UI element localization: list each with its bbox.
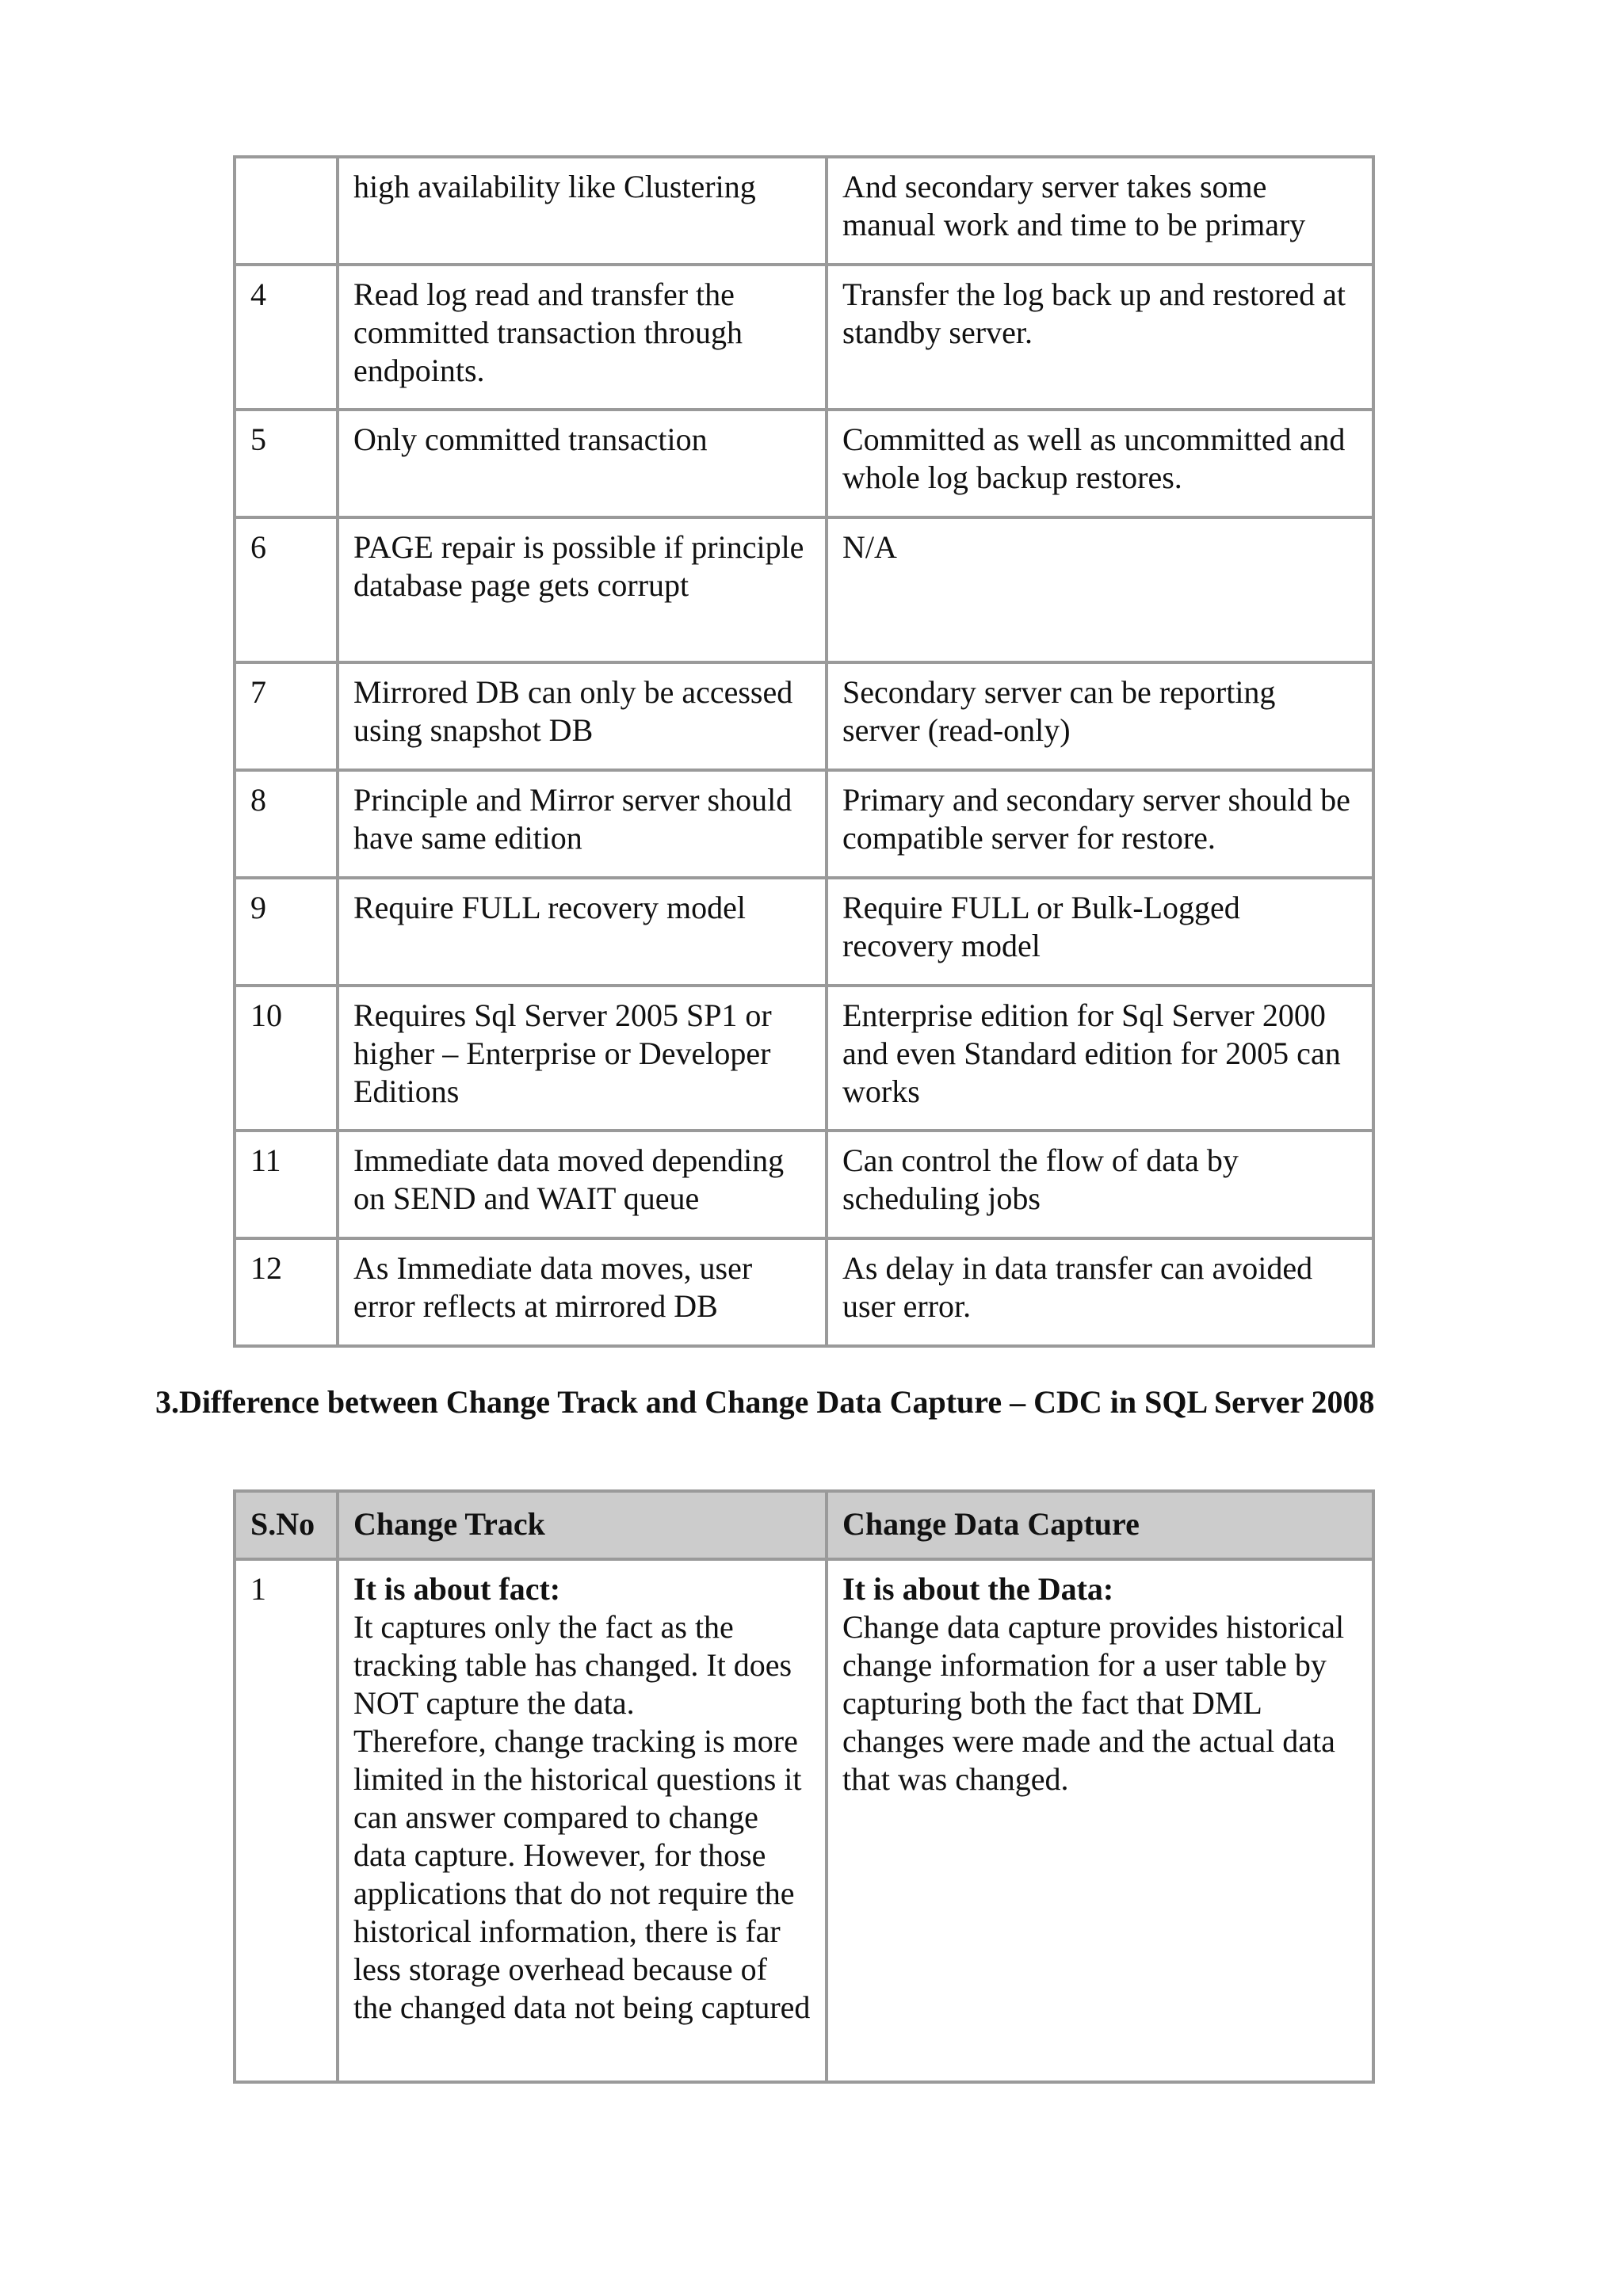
log-shipping-cell: Enterprise edition for Sql Server 2000 and even Standard edition for 2005 can works bbox=[827, 986, 1373, 1131]
table-header-row bbox=[235, 1491, 1373, 1559]
column-header-change-track: Change Track bbox=[338, 1491, 827, 1559]
mirroring-cell: Mirrored DB can only be accessed using snapshot DB bbox=[338, 662, 827, 770]
cdc-text: Change data capture provides historical change information for a user table by capturing both the fact that DML changes were made and the actual data that was changed. bbox=[842, 1609, 1345, 1797]
row-number: 1 bbox=[235, 1559, 338, 2082]
mirroring-cell: As Immediate data moves, user error reflects at mirrored DB bbox=[338, 1238, 827, 1346]
change-track-text-2: Therefore, change tracking is more limited in the historical questions it can answer compared to change data capture. However, for those applications that do not require the historical information, there is far less storage overhead because of the changed data not being captured bbox=[353, 1723, 811, 2025]
row-number bbox=[235, 157, 338, 265]
row-number: 4 bbox=[235, 265, 338, 410]
mirroring-cell: Only committed transaction bbox=[338, 410, 827, 517]
change-track-cell bbox=[338, 1559, 827, 2082]
mirroring-cell: Read log read and transfer the committed transaction through endpoints. bbox=[338, 265, 827, 410]
mirroring-cell: Requires Sql Server 2005 SP1 or higher – Enterprise or Developer Editions bbox=[338, 986, 827, 1131]
table-row bbox=[235, 1131, 1373, 1238]
row-number: 5 bbox=[235, 410, 338, 517]
mirroring-vs-logshipping-table bbox=[233, 155, 1375, 1348]
changetrack-vs-cdc-table bbox=[233, 1489, 1375, 2084]
section-heading: 3.Difference between Change Track and Change Data Capture – CDC in SQL Server 2008 bbox=[155, 1384, 1375, 1420]
table-row bbox=[235, 770, 1373, 878]
mirroring-cell: Principle and Mirror server should have same edition bbox=[338, 770, 827, 878]
mirroring-cell: Immediate data moved depending on SEND and WAIT queue bbox=[338, 1131, 827, 1238]
log-shipping-cell: As delay in data transfer can avoided user error. bbox=[827, 1238, 1373, 1346]
column-header-change-data-capture: Change Data Capture bbox=[827, 1491, 1373, 1559]
table-row bbox=[235, 1238, 1373, 1346]
row-number: 6 bbox=[235, 517, 338, 662]
row-number: 7 bbox=[235, 662, 338, 770]
row-number: 12 bbox=[235, 1238, 338, 1346]
column-header-sno: S.No bbox=[235, 1491, 338, 1559]
change-track-title: It is about fact: bbox=[353, 1571, 561, 1607]
log-shipping-cell: Committed as well as uncommitted and whole log backup restores. bbox=[827, 410, 1373, 517]
table-row bbox=[235, 517, 1373, 662]
mirroring-cell: PAGE repair is possible if principle database page gets corrupt bbox=[338, 517, 827, 662]
row-number: 11 bbox=[235, 1131, 338, 1238]
table-row bbox=[235, 265, 1373, 410]
table-row bbox=[235, 986, 1373, 1131]
change-data-capture-cell bbox=[827, 1559, 1373, 2082]
log-shipping-cell: Primary and secondary server should be compatible server for restore. bbox=[827, 770, 1373, 878]
log-shipping-cell: N/A bbox=[827, 517, 1373, 662]
table-row bbox=[235, 662, 1373, 770]
table-row bbox=[235, 878, 1373, 986]
mirroring-cell: Require FULL recovery model bbox=[338, 878, 827, 986]
log-shipping-cell: Can control the flow of data by scheduling jobs bbox=[827, 1131, 1373, 1238]
row-number: 8 bbox=[235, 770, 338, 878]
log-shipping-cell: Secondary server can be reporting server (read-only) bbox=[827, 662, 1373, 770]
row-number: 10 bbox=[235, 986, 338, 1131]
table-row bbox=[235, 410, 1373, 517]
table-row bbox=[235, 1559, 1373, 2082]
row-number: 9 bbox=[235, 878, 338, 986]
table-row bbox=[235, 157, 1373, 265]
log-shipping-cell: Require FULL or Bulk-Logged recovery model bbox=[827, 878, 1373, 986]
mirroring-cell: high availability like Clustering bbox=[338, 157, 827, 265]
log-shipping-cell: Transfer the log back up and restored at standby server. bbox=[827, 265, 1373, 410]
log-shipping-cell: And secondary server takes some manual work and time to be primary bbox=[827, 157, 1373, 265]
cdc-title: It is about the Data: bbox=[842, 1571, 1114, 1607]
change-track-text-1: It captures only the fact as the tracking table has changed. It does NOT capture the data. bbox=[353, 1609, 792, 1721]
